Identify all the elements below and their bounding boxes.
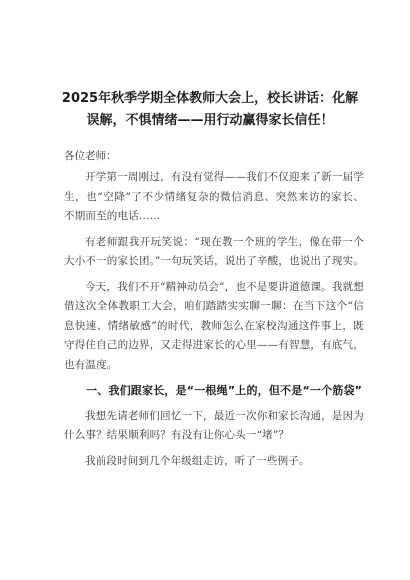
document-body xyxy=(64,168,364,477)
paragraph-2: 有老师跟我开玩笑说：“现在教一个班的学生，像在带一个大小不一的家长团。”一句玩笑话，说出了辛酸，也说出了现实。 xyxy=(64,235,364,267)
section-heading-1: 一、我们跟家长，是“一根绳”上的，但不是“一个筋袋” xyxy=(86,384,363,397)
salutation: 各位老师： xyxy=(64,150,117,162)
paragraph-1: 开学第一周刚过，有没有觉得——我们不仅迎来了新一届学生，也“空降”了不少情绪复杂的微信消息、突然来访的家长、不期而至的电话…… xyxy=(64,171,364,222)
document-title: 2025年秋季学期全体教师大会上，校长讲话：化解误解，不惧情绪——用行动赢得家长信任！ xyxy=(61,91,359,128)
paragraph-3: 今天，我们不开“精神动员会”，也不是要讲道德课。我就想借这次全体教职工大会，咱们踏踏实实聊一聊：在当下这个“信息快速、情绪敏感”的时代，教师怎么在家校沟通这件事上，既守得住自己的边界，又走得进家长的心里——有智慧，有底气，也有温度。 xyxy=(64,280,364,371)
paragraph-5: 我前段时间到几个年级组走访，听了一些例子。 xyxy=(85,454,310,467)
paragraph-4: 我想先请老师们回忆一下，最近一次你和家长沟通，是因为什么事？结果顺利吗？有没有让你心头一“堵”？ xyxy=(64,409,364,441)
